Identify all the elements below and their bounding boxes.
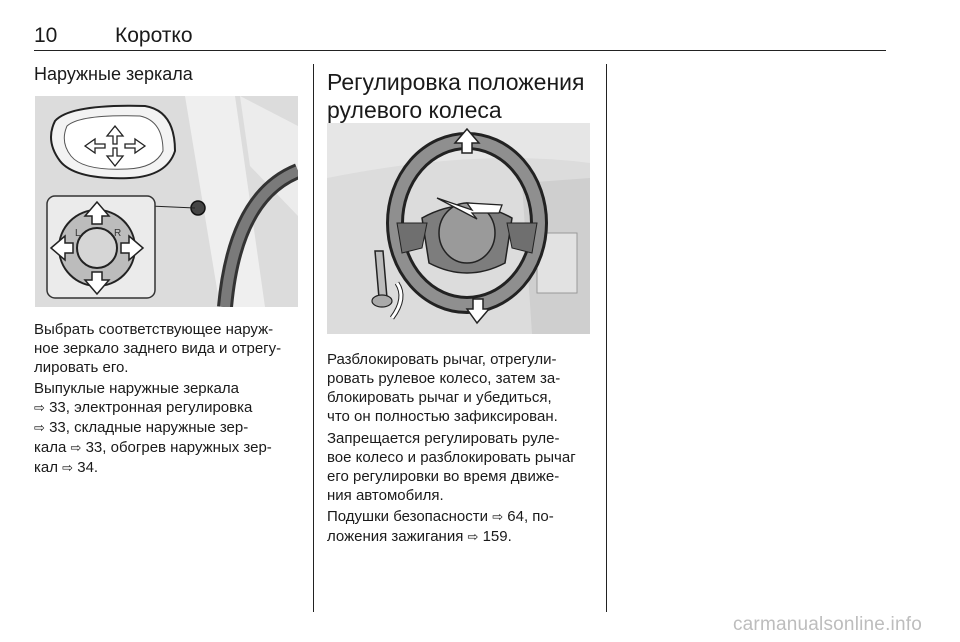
cross-reference-icon[interactable]: ⇨: [62, 461, 74, 476]
steering-wheel-illustration: [327, 123, 590, 334]
column-divider: [606, 64, 607, 612]
cross-reference-icon[interactable]: ⇨: [467, 530, 479, 545]
steering-heading: Регулировка положения рулевого колеса: [327, 69, 585, 123]
page-header: [34, 22, 886, 51]
column-divider: [313, 64, 314, 612]
mirror-control-illustration: [35, 96, 298, 307]
mirrors-heading: Наружные зеркала: [34, 64, 193, 84]
page-ref-link[interactable]: 33: [49, 419, 66, 436]
watermark: carmanualsonline.info: [732, 614, 922, 635]
cross-reference-icon[interactable]: ⇨: [34, 421, 45, 436]
cross-reference-icon[interactable]: ⇨: [34, 401, 45, 416]
page-number: 10: [34, 24, 58, 47]
warning-paragraph: Запрещается регулировать руле- вое колесо и разблокировать рычаг его регулировки во время движе- ния автомобиля.: [327, 430, 576, 504]
cross-reference-icon[interactable]: ⇨: [70, 441, 82, 456]
unlock-adjust-paragraph: Разблокировать рычаг, отрегули- ровать рулевое колесо, затем за- блокировать рычаг и убедиться, что он полностью зафиксирован.: [327, 351, 561, 425]
mirror-select-paragraph: Выбрать соответствующее наруж- ное зеркало заднего вида и отрегу- лировать его.: [34, 321, 282, 376]
mirror-refs-paragraph: Выпуклые наружные зеркала ⇨ 33, электронная регулировка ⇨ 33, складные наружные зер- кала ⇨ 33, обогрев наружных зер- кал ⇨ 34.: [34, 380, 272, 476]
cross-reference-icon[interactable]: ⇨: [492, 510, 504, 525]
page-ref-link[interactable]: 33: [49, 399, 66, 416]
page-ref-link[interactable]: 33: [85, 439, 103, 456]
page-ref-link[interactable]: 64: [507, 508, 524, 525]
related-refs-paragraph: Подушки безопасности ⇨ 64, по- ложения зажигания ⇨ 159.: [327, 508, 554, 545]
svg-text:L: L: [75, 228, 81, 239]
page-ref-link[interactable]: 159: [482, 528, 508, 545]
svg-text:R: R: [114, 228, 122, 239]
page-ref-link[interactable]: 34: [77, 459, 94, 476]
section-title: Коротко: [115, 24, 193, 47]
